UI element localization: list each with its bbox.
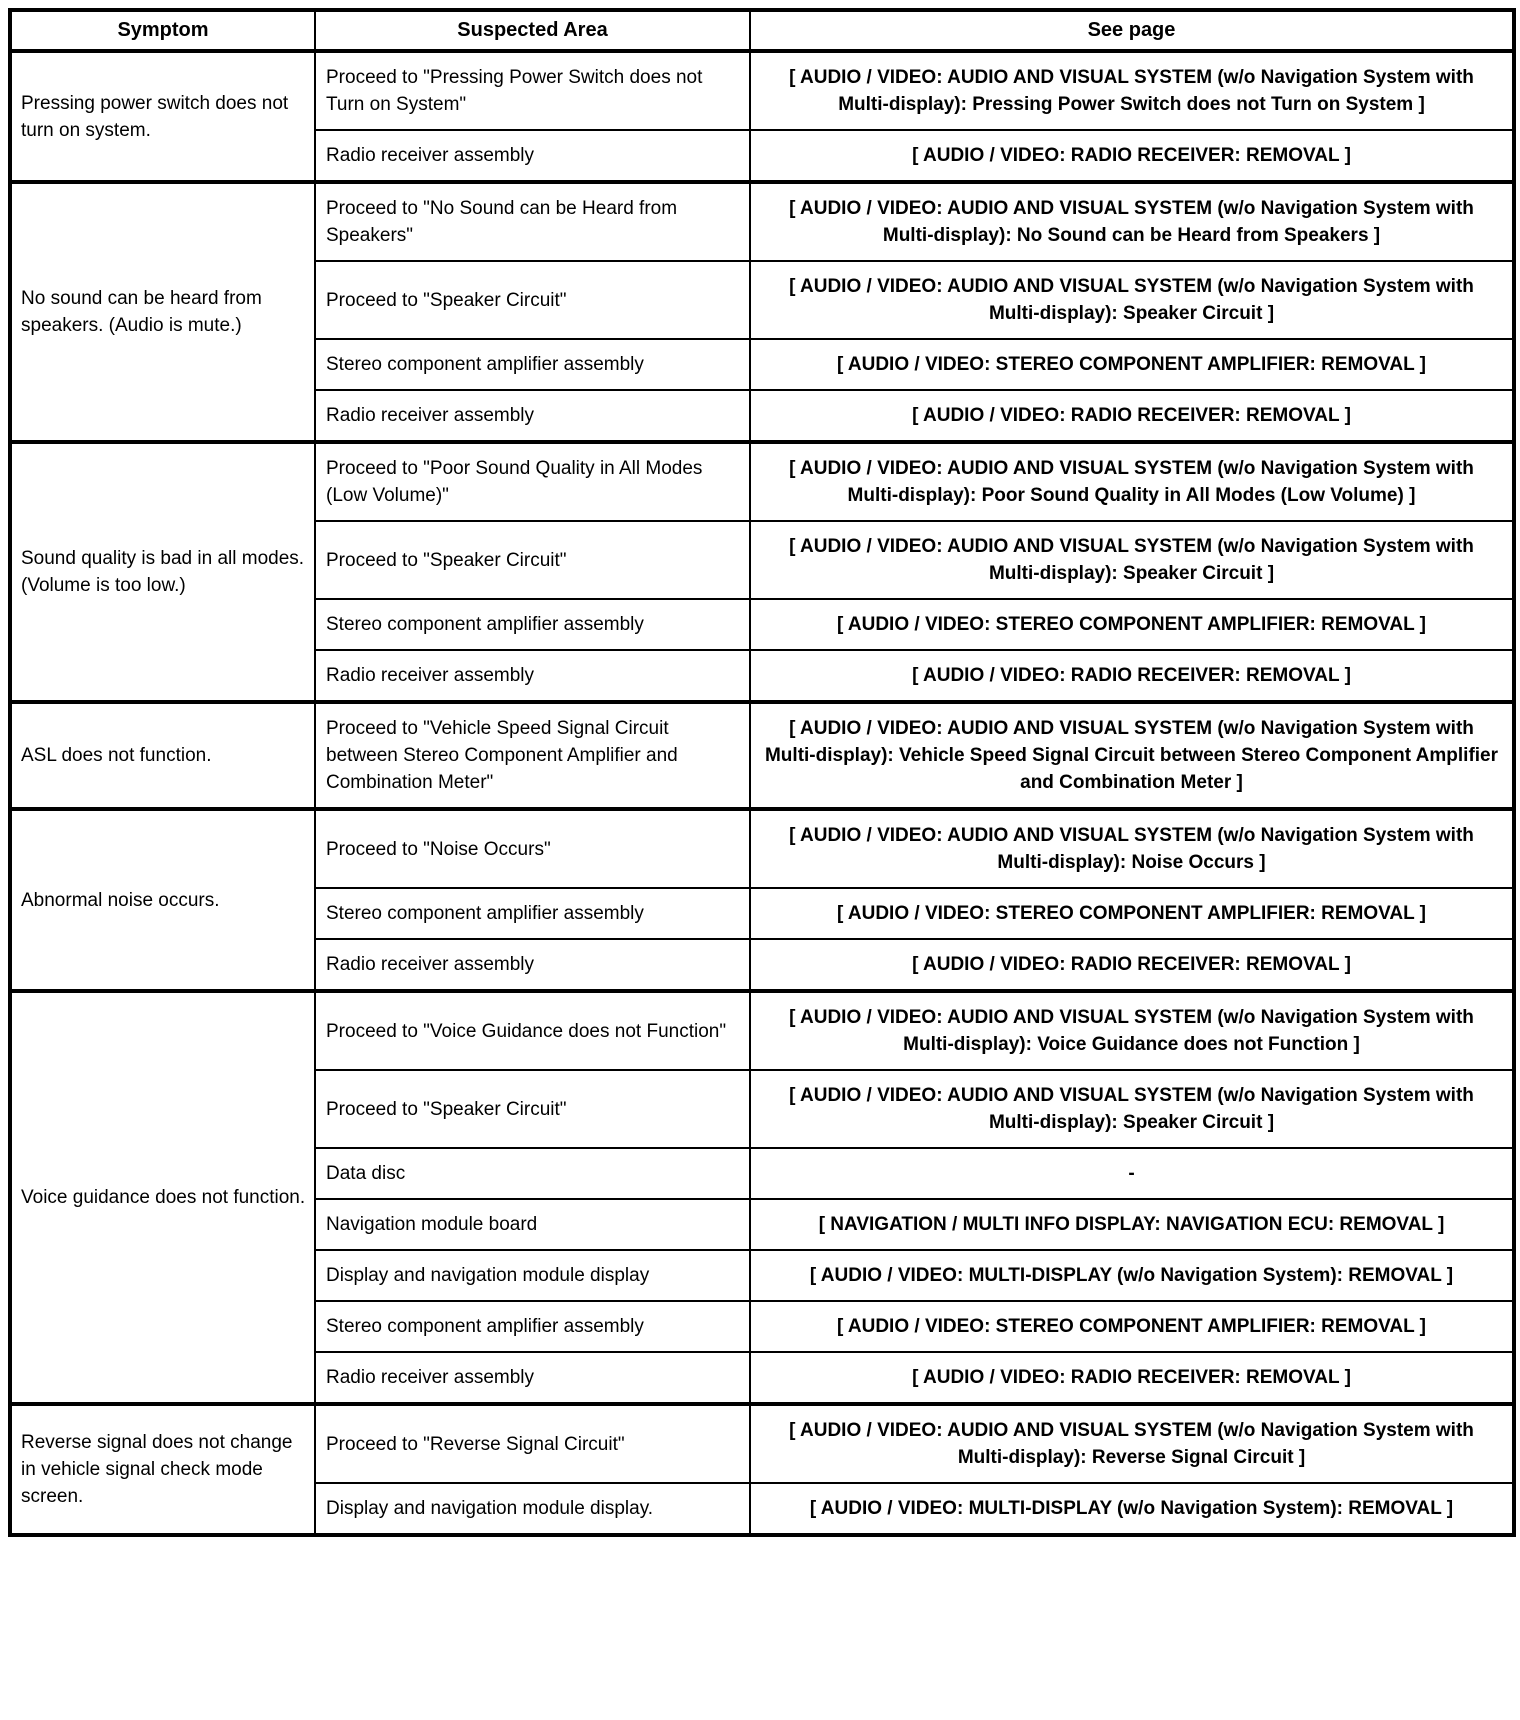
suspected-area-cell: Proceed to "Vehicle Speed Signal Circuit between Stereo Component Amplifier and Combination Meter" (315, 702, 750, 809)
column-header-see-page: See page (750, 10, 1514, 51)
suspected-area-cell: Radio receiver assembly (315, 390, 750, 442)
column-header-symptom: Symptom (10, 10, 315, 51)
symptom-cell: Abnormal noise occurs. (10, 809, 315, 991)
suspected-area-cell: Radio receiver assembly (315, 650, 750, 702)
suspected-area-cell: Radio receiver assembly (315, 1352, 750, 1404)
suspected-area-cell: Stereo component amplifier assembly (315, 339, 750, 390)
see-page-cell: [ AUDIO / VIDEO: AUDIO AND VISUAL SYSTEM (w/o Navigation System with Multi-display): Noise Occurs ] (750, 809, 1514, 888)
see-page-cell: [ AUDIO / VIDEO: STEREO COMPONENT AMPLIFIER: REMOVAL ] (750, 599, 1514, 650)
see-page-cell: [ AUDIO / VIDEO: AUDIO AND VISUAL SYSTEM (w/o Navigation System with Multi-display): Pressing Power Switch does not Turn on System ] (750, 51, 1514, 130)
see-page-cell: [ AUDIO / VIDEO: RADIO RECEIVER: REMOVAL ] (750, 650, 1514, 702)
see-page-cell: [ AUDIO / VIDEO: STEREO COMPONENT AMPLIFIER: REMOVAL ] (750, 888, 1514, 939)
table-row (10, 991, 1514, 1070)
suspected-area-cell: Proceed to "No Sound can be Heard from Speakers" (315, 182, 750, 261)
see-page-cell: [ AUDIO / VIDEO: AUDIO AND VISUAL SYSTEM (w/o Navigation System with Multi-display): No Sound can be Heard from Speakers ] (750, 182, 1514, 261)
symptom-cell: No sound can be heard from speakers. (Audio is mute.) (10, 182, 315, 442)
table-row (10, 1404, 1514, 1483)
suspected-area-cell: Stereo component amplifier assembly (315, 888, 750, 939)
see-page-cell: [ AUDIO / VIDEO: AUDIO AND VISUAL SYSTEM (w/o Navigation System with Multi-display): Speaker Circuit ] (750, 521, 1514, 599)
see-page-cell: [ AUDIO / VIDEO: MULTI-DISPLAY (w/o Navigation System): REMOVAL ] (750, 1250, 1514, 1301)
table-header (10, 10, 1514, 51)
see-page-cell: [ AUDIO / VIDEO: MULTI-DISPLAY (w/o Navigation System): REMOVAL ] (750, 1483, 1514, 1535)
suspected-area-cell: Proceed to "Noise Occurs" (315, 809, 750, 888)
see-page-cell: [ AUDIO / VIDEO: AUDIO AND VISUAL SYSTEM (w/o Navigation System with Multi-display): Poor Sound Quality in All Modes (Low Volume) ] (750, 442, 1514, 521)
see-page-cell: [ AUDIO / VIDEO: RADIO RECEIVER: REMOVAL ] (750, 1352, 1514, 1404)
see-page-cell: [ AUDIO / VIDEO: STEREO COMPONENT AMPLIFIER: REMOVAL ] (750, 1301, 1514, 1352)
symptom-cell: Voice guidance does not function. (10, 991, 315, 1404)
see-page-cell: [ AUDIO / VIDEO: RADIO RECEIVER: REMOVAL ] (750, 130, 1514, 182)
suspected-area-cell: Proceed to "Voice Guidance does not Function" (315, 991, 750, 1070)
see-page-cell: [ AUDIO / VIDEO: AUDIO AND VISUAL SYSTEM (w/o Navigation System with Multi-display): Reverse Signal Circuit ] (750, 1404, 1514, 1483)
symptom-cell: Sound quality is bad in all modes. (Volume is too low.) (10, 442, 315, 702)
suspected-area-cell: Radio receiver assembly (315, 939, 750, 991)
symptom-cell: Reverse signal does not change in vehicle signal check mode screen. (10, 1404, 315, 1535)
suspected-area-cell: Proceed to "Pressing Power Switch does not Turn on System" (315, 51, 750, 130)
header-row (10, 10, 1514, 51)
suspected-area-cell: Display and navigation module display (315, 1250, 750, 1301)
suspected-area-cell: Proceed to "Poor Sound Quality in All Modes (Low Volume)" (315, 442, 750, 521)
symptom-table (8, 8, 1516, 1537)
see-page-cell: [ NAVIGATION / MULTI INFO DISPLAY: NAVIGATION ECU: REMOVAL ] (750, 1199, 1514, 1250)
table-body (10, 51, 1514, 1535)
see-page-cell: [ AUDIO / VIDEO: AUDIO AND VISUAL SYSTEM (w/o Navigation System with Multi-display): Vehicle Speed Signal Circuit between Stereo Component Amplifier and Combination Meter ] (750, 702, 1514, 809)
symptom-cell: ASL does not function. (10, 702, 315, 809)
table-row (10, 702, 1514, 809)
column-header-suspected-area: Suspected Area (315, 10, 750, 51)
see-page-cell: [ AUDIO / VIDEO: RADIO RECEIVER: REMOVAL ] (750, 939, 1514, 991)
table-row (10, 809, 1514, 888)
suspected-area-cell: Proceed to "Speaker Circuit" (315, 1070, 750, 1148)
suspected-area-cell: Stereo component amplifier assembly (315, 599, 750, 650)
table-row (10, 182, 1514, 261)
suspected-area-cell: Proceed to "Speaker Circuit" (315, 261, 750, 339)
suspected-area-cell: Navigation module board (315, 1199, 750, 1250)
table-row (10, 442, 1514, 521)
suspected-area-cell: Display and navigation module display. (315, 1483, 750, 1535)
suspected-area-cell: Proceed to "Speaker Circuit" (315, 521, 750, 599)
symptom-cell: Pressing power switch does not turn on system. (10, 51, 315, 182)
see-page-cell: [ AUDIO / VIDEO: AUDIO AND VISUAL SYSTEM (w/o Navigation System with Multi-display): Speaker Circuit ] (750, 261, 1514, 339)
see-page-cell: [ AUDIO / VIDEO: RADIO RECEIVER: REMOVAL ] (750, 390, 1514, 442)
suspected-area-cell: Data disc (315, 1148, 750, 1199)
see-page-cell: [ AUDIO / VIDEO: AUDIO AND VISUAL SYSTEM (w/o Navigation System with Multi-display): Voice Guidance does not Function ] (750, 991, 1514, 1070)
table-row (10, 51, 1514, 130)
suspected-area-cell: Radio receiver assembly (315, 130, 750, 182)
suspected-area-cell: Stereo component amplifier assembly (315, 1301, 750, 1352)
see-page-cell: [ AUDIO / VIDEO: AUDIO AND VISUAL SYSTEM (w/o Navigation System with Multi-display): Speaker Circuit ] (750, 1070, 1514, 1148)
see-page-cell: - (750, 1148, 1514, 1199)
suspected-area-cell: Proceed to "Reverse Signal Circuit" (315, 1404, 750, 1483)
see-page-cell: [ AUDIO / VIDEO: STEREO COMPONENT AMPLIFIER: REMOVAL ] (750, 339, 1514, 390)
